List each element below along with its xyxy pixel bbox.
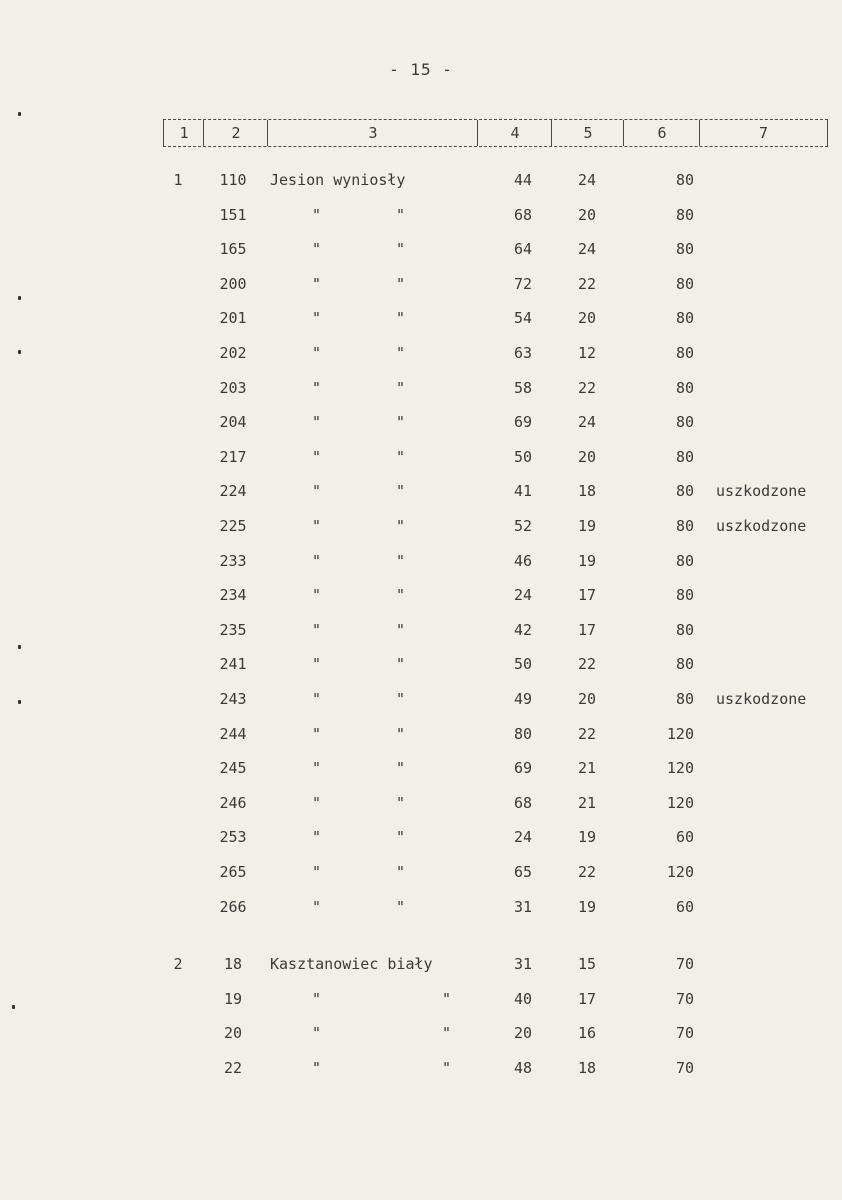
cell-col-5: 24: [577, 413, 597, 431]
cell-col-6: 80: [675, 206, 694, 224]
margin-mark: [18, 350, 21, 354]
table-row: 253 " " 24 19 60: [0, 828, 842, 848]
cell-col-4: 50: [513, 448, 533, 466]
cell-note: uszkodzone: [716, 517, 807, 535]
cell-col-5: 24: [577, 240, 597, 258]
cell-col-4: 64: [513, 240, 533, 258]
cell-col-4: 80: [513, 725, 533, 743]
cell-tree-number: 224: [219, 482, 247, 500]
cell-tree-number: 165: [219, 240, 247, 258]
cell-col-6: 70: [675, 1059, 694, 1077]
cell-note: uszkodzone: [716, 482, 807, 500]
cell-col-6: 60: [675, 828, 694, 846]
header-col-3: 3: [267, 120, 478, 146]
table-row: 200 " " 72 22 80: [0, 275, 842, 295]
cell-col-5: 18: [577, 482, 597, 500]
cell-col-4: 69: [513, 413, 533, 431]
header-col-5: 5: [551, 120, 624, 146]
cell-col-4: 68: [513, 794, 533, 812]
cell-col-6: 70: [675, 1024, 694, 1042]
cell-col-4: 31: [513, 898, 533, 916]
table-row: 20 " " 20 16 70: [0, 1024, 842, 1044]
cell-col-6: 80: [675, 413, 694, 431]
cell-col-6: 80: [675, 552, 694, 570]
cell-col-5: 19: [577, 517, 597, 535]
table-row: 224 " " 41 18 80 uszkodzone: [0, 482, 842, 502]
cell-tree-number: 217: [219, 448, 247, 466]
margin-mark: [18, 296, 21, 300]
cell-col-4: 49: [513, 690, 533, 708]
cell-tree-number: 265: [219, 863, 247, 881]
cell-col-6: 120: [666, 794, 694, 812]
cell-tree-number: 110: [219, 171, 247, 189]
cell-col-6: 80: [675, 240, 694, 258]
cell-tree-number: 18: [223, 955, 243, 973]
cell-tree-number: 19: [223, 990, 243, 1008]
cell-species: Jesion wyniosły: [270, 171, 406, 189]
cell-col-4: 69: [513, 759, 533, 777]
cell-species: Kasztanowiec biały: [270, 955, 433, 973]
cell-col-5: 22: [577, 379, 597, 397]
cell-group-number: 1: [173, 171, 183, 189]
table-row: 202 " " 63 12 80: [0, 344, 842, 364]
cell-col-6: 80: [675, 344, 694, 362]
cell-col-5: 15: [577, 955, 597, 973]
cell-col-6: 80: [675, 690, 694, 708]
table-row: 22 " " 48 18 70: [0, 1059, 842, 1079]
cell-col-4: 42: [513, 621, 533, 639]
table-row: 225 " " 52 19 80 uszkodzone: [0, 517, 842, 537]
cell-col-5: 20: [577, 690, 597, 708]
cell-col-4: 24: [513, 828, 533, 846]
margin-mark: [18, 112, 21, 116]
margin-mark: [12, 1005, 15, 1009]
cell-tree-number: 245: [219, 759, 247, 777]
cell-col-6: 80: [675, 586, 694, 604]
cell-tree-number: 200: [219, 275, 247, 293]
cell-tree-number: 235: [219, 621, 247, 639]
cell-tree-number: 202: [219, 344, 247, 362]
table-header: [163, 119, 828, 147]
cell-col-5: 22: [577, 275, 597, 293]
cell-col-6: 70: [675, 955, 694, 973]
cell-col-4: 24: [513, 586, 533, 604]
table-row: 151 " " 68 20 80: [0, 206, 842, 226]
cell-col-6: 60: [675, 898, 694, 916]
cell-col-5: 22: [577, 725, 597, 743]
cell-col-5: 24: [577, 171, 597, 189]
table-row: 246 " " 68 21 120: [0, 794, 842, 814]
cell-col-5: 19: [577, 828, 597, 846]
page-number: - 15 -: [389, 60, 453, 79]
cell-col-4: 41: [513, 482, 533, 500]
table-row: 203 " " 58 22 80: [0, 379, 842, 399]
cell-tree-number: 203: [219, 379, 247, 397]
table-row: [0, 955, 842, 975]
cell-col-5: 20: [577, 309, 597, 327]
cell-col-5: 17: [577, 990, 597, 1008]
cell-tree-number: 266: [219, 898, 247, 916]
cell-col-6: 120: [666, 725, 694, 743]
cell-col-6: 80: [675, 379, 694, 397]
cell-col-4: 54: [513, 309, 533, 327]
cell-col-6: 80: [675, 621, 694, 639]
cell-col-4: 44: [513, 171, 533, 189]
cell-col-5: 22: [577, 863, 597, 881]
cell-col-6: 80: [675, 448, 694, 466]
header-col-6: 6: [623, 120, 700, 146]
table-row: 165 " " 64 24 80: [0, 240, 842, 260]
margin-mark: [18, 700, 21, 704]
cell-col-6: 80: [675, 275, 694, 293]
table-row: 217 " " 50 20 80: [0, 448, 842, 468]
cell-col-5: 19: [577, 898, 597, 916]
cell-tree-number: 243: [219, 690, 247, 708]
margin-mark: [18, 645, 21, 649]
cell-col-5: 21: [577, 794, 597, 812]
cell-col-4: 48: [513, 1059, 533, 1077]
cell-col-6: 80: [675, 655, 694, 673]
table-row: 234 " " 24 17 80: [0, 586, 842, 606]
cell-tree-number: 22: [223, 1059, 243, 1077]
cell-tree-number: 225: [219, 517, 247, 535]
table-row: 245 " " 69 21 120: [0, 759, 842, 779]
table-row: 235 " " 42 17 80: [0, 621, 842, 641]
table-row: 201 " " 54 20 80: [0, 309, 842, 329]
cell-tree-number: 20: [223, 1024, 243, 1042]
table-row: 244 " " 80 22 120: [0, 725, 842, 745]
cell-col-6: 80: [675, 171, 694, 189]
table-row: 19 " " 40 17 70: [0, 990, 842, 1010]
cell-col-5: 12: [577, 344, 597, 362]
cell-col-6: 120: [666, 759, 694, 777]
header-col-1: 1: [163, 120, 204, 146]
cell-col-6: 70: [675, 990, 694, 1008]
cell-col-5: 22: [577, 655, 597, 673]
header-col-2: 2: [203, 120, 268, 146]
cell-tree-number: 246: [219, 794, 247, 812]
cell-col-6: 80: [675, 482, 694, 500]
cell-tree-number: 151: [219, 206, 247, 224]
cell-note: uszkodzone: [716, 690, 807, 708]
cell-col-5: 20: [577, 448, 597, 466]
cell-tree-number: 233: [219, 552, 247, 570]
cell-tree-number: 201: [219, 309, 247, 327]
cell-tree-number: 241: [219, 655, 247, 673]
cell-col-6: 80: [675, 309, 694, 327]
cell-col-4: 40: [513, 990, 533, 1008]
cell-col-4: 31: [513, 955, 533, 973]
cell-group-number: 2: [173, 955, 183, 973]
table-row: 266 " " 31 19 60: [0, 898, 842, 918]
cell-tree-number: 204: [219, 413, 247, 431]
cell-col-4: 72: [513, 275, 533, 293]
table-row: 204 " " 69 24 80: [0, 413, 842, 433]
cell-col-4: 20: [513, 1024, 533, 1042]
cell-col-4: 65: [513, 863, 533, 881]
cell-col-4: 68: [513, 206, 533, 224]
cell-col-5: 17: [577, 586, 597, 604]
table-row: 265 " " 65 22 120: [0, 863, 842, 883]
cell-col-5: 19: [577, 552, 597, 570]
cell-col-5: 16: [577, 1024, 597, 1042]
cell-tree-number: 244: [219, 725, 247, 743]
cell-col-4: 58: [513, 379, 533, 397]
cell-col-4: 63: [513, 344, 533, 362]
table-row: 241 " " 50 22 80: [0, 655, 842, 675]
cell-tree-number: 253: [219, 828, 247, 846]
cell-col-6: 120: [666, 863, 694, 881]
cell-col-4: 46: [513, 552, 533, 570]
cell-col-5: 20: [577, 206, 597, 224]
cell-col-4: 50: [513, 655, 533, 673]
header-col-4: 4: [477, 120, 552, 146]
cell-tree-number: 234: [219, 586, 247, 604]
cell-col-5: 18: [577, 1059, 597, 1077]
cell-col-4: 52: [513, 517, 533, 535]
table-row: 233 " " 46 19 80: [0, 552, 842, 572]
header-col-7: 7: [699, 120, 828, 146]
table-row: [0, 171, 842, 191]
cell-col-6: 80: [675, 517, 694, 535]
table-row: 243 " " 49 20 80 uszkodzone: [0, 690, 842, 710]
cell-col-5: 17: [577, 621, 597, 639]
cell-col-5: 21: [577, 759, 597, 777]
